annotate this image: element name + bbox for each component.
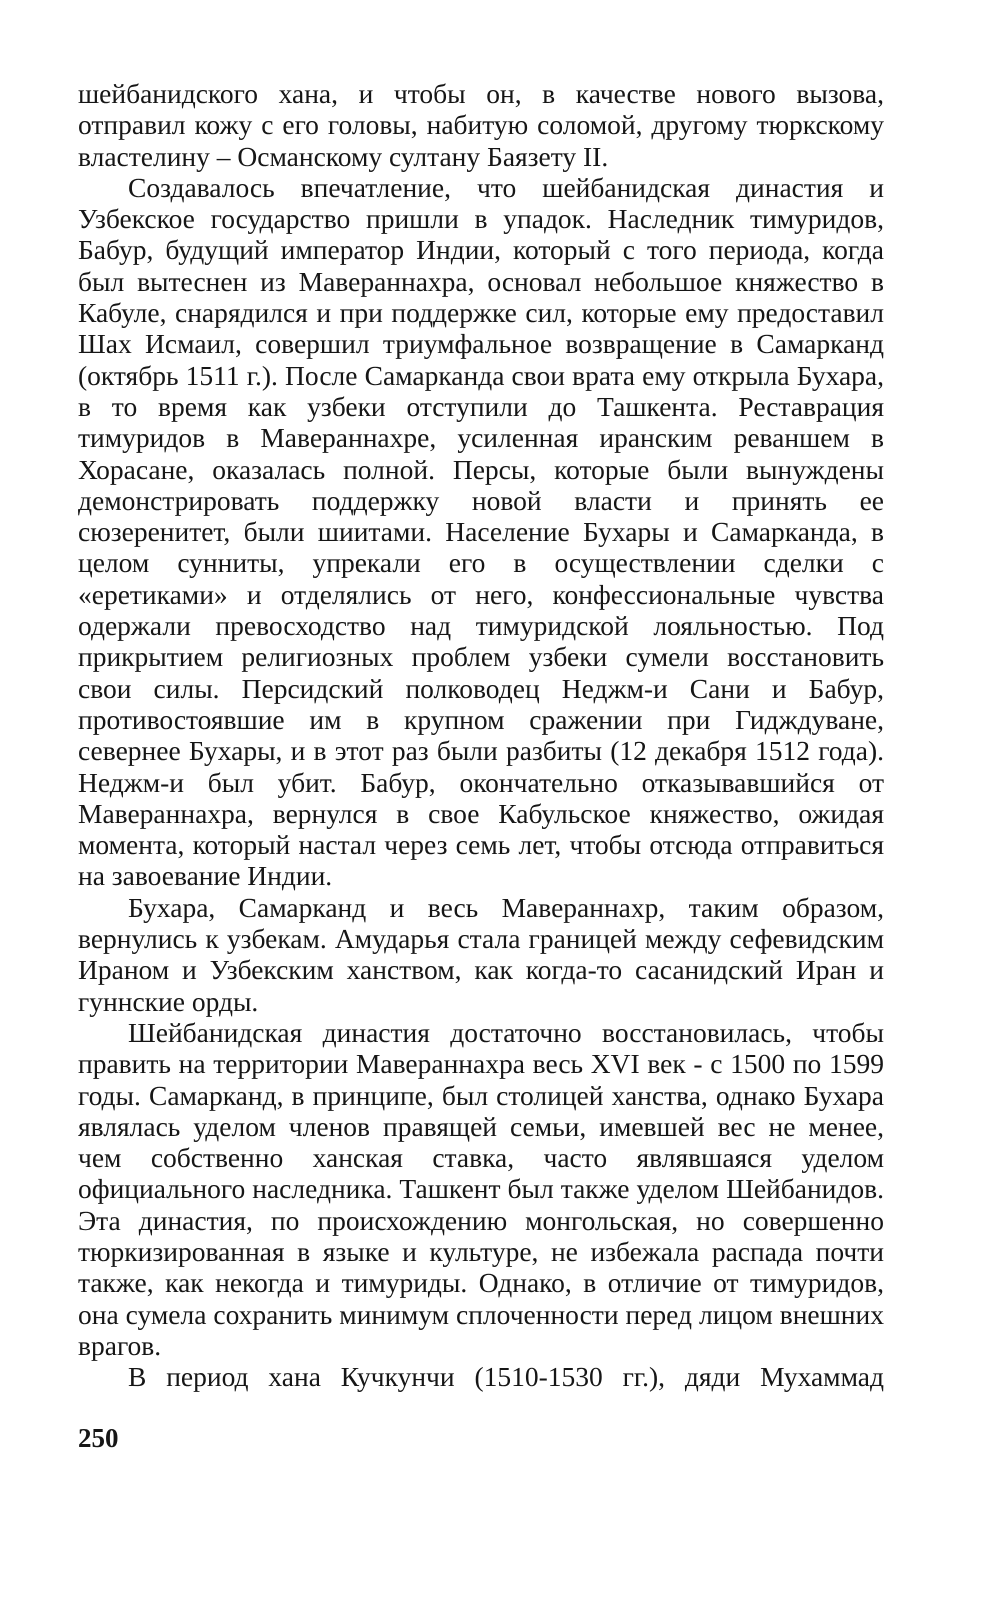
paragraph-4: Шейбанидская династия достаточно восстановилась, чтобы править на территории Мавераннахра весь XVI век - с 1500 по 1599 годы. Самарканд, в принципе, был столицей ханства, однако Бухара являлась уделом членов правящей семьи, имевшей вес не менее, чем собственно ханская ставка, часто являвшаяся уделом официального наследника. Ташкент был также уделом Шейбанидов. Эта династия, по происхождению монгольская, но совершенно тюркизированная в языке и культуре, не избежала распада почти также, как некогда и тимуриды. Однако, в отличие от тимуридов, она сумела сохранить минимум сплоченности перед лицом внешних врагов. [78, 1016, 884, 1361]
page-body [78, 78, 884, 1392]
paragraph-5: В период хана Кучкунчи (1510-1530 гг.), дяди Мухаммад [128, 1361, 884, 1393]
page-number: 250 [78, 1423, 119, 1453]
paragraph-3: Бухара, Самарканд и весь Мавераннахр, таким образом, вернулись к узбекам. Амударья стала границей между сефевидским Ираном и Узбекским ханством, как когда-то сасанидский Иран и гуннские орды. [78, 891, 884, 1017]
paragraph-2: Создавалось впечатление, что шейбанидская династия и Узбекское государство пришли в упадок. Наследник тимуридов, Бабур, будущий император Индии, который с того периода, когда был вытеснен из Мавераннахра, основал небольшое княжество в Кабуле, снарядился и при поддержке сил, которые ему предоставил Шах Исмаил, совершил триумфальное возвращение в Самарканд (октябрь 1511 г.). После Самарканда свои врата ему открыла Бухара, в то время как узбеки отступили до Ташкента. Реставрация тимуридов в Мавераннахре, усиленная иранским реваншем в Хорасане, оказалась полной. Персы, которые были вынуждены демонстрировать поддержку новой власти и принять ее сюзеренитет, были шиитами. Население Бухары и Самарканда, в целом сунниты, упрекали его в осуществлении сделки с «еретиками» и отделялись от него, конфессиональные чувства одержали превосходство над тимуридской лояльностью. Под прикрытием религиозных проблем узбеки сумели восстановить свои силы. Персидский полководец Неджм-и Сани и Бабур, противостоявшие им в крупном сражении при Гидждуване, севернее Бухары, и в этот раз были разбиты (12 декабря 1512 года). Неджм-и был убит. Бабур, окончательно отказывавшийся от Мавераннахра, вернулся в свое Кабульское княжество, ожидая момента, который настал через семь лет, чтобы отсюда отправиться на завоевание Индии. [78, 171, 884, 892]
paragraph-1: шейбанидского хана, и чтобы он, в качестве нового вызова, отправил кожу с его головы, набитую соломой, другому тюркскому властелину – Османскому султану Баязету II. [78, 78, 884, 172]
